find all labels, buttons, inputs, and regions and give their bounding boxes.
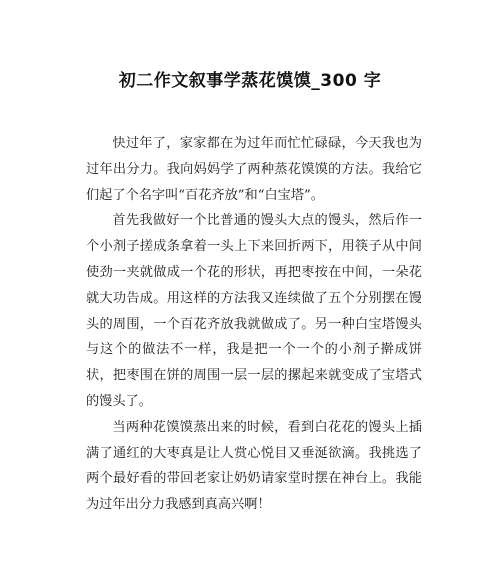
paragraph-3: 当两种花馍馍蒸出来的时候，看到白花花的馒头上插满了通红的大枣真是让人赏心悦目又垂涎欲滴。我挑选了两个最好看的带回老家让奶奶请家堂时摆在神台上。我能为过年出分力我感到真高兴啊！: [86, 419, 422, 513]
paragraph-2: 首先我做好一个比普通的馒头大点的馒头，然后作一个小剂子搓成条拿着一头上下来回折两下，用筷子从中间使劲一夹就做成一个花的形状，再把枣按在中间，一朵花就大功告成。用这样的方法我又连续做了五个分别摆在馒头的周围，一个百花齐放我就做成了。另一种白宝塔馒头与这个的做法不一样，我是把一个一个的小剂子擀成饼状，把枣围在饼的周围一层一层的摞起来就变成了宝塔式的馒头了。: [86, 213, 422, 409]
page-title: 初二作文叙事学蒸花馍馍_300 字: [118, 71, 382, 91]
paragraph-1: 快过年了，家家都在为过年而忙忙碌碌，今天我也为过年出分力。我向妈妈学了两种蒸花馍馍的方法。我给它们起了个名字叫“百花齐放”和“白宝塔”。: [86, 136, 422, 203]
article-body: [86, 131, 422, 518]
